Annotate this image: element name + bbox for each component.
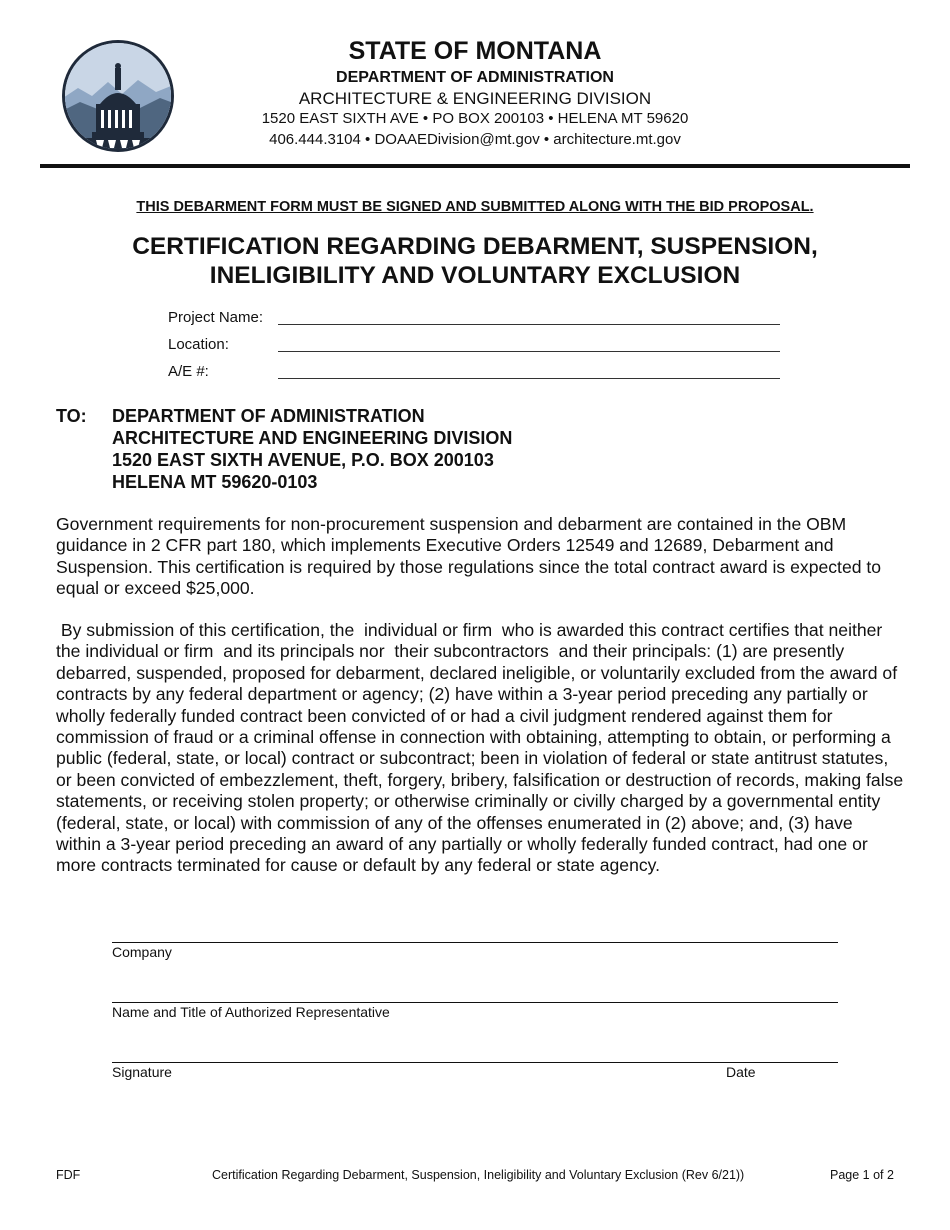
company-label: Company bbox=[112, 944, 172, 960]
header-address: 1520 EAST SIXTH AVE • PO BOX 200103 • HELENA MT 59620 bbox=[261, 110, 689, 127]
form-title bbox=[0, 232, 950, 290]
signature-field[interactable] bbox=[112, 1062, 838, 1063]
signature-label: Signature bbox=[112, 1064, 172, 1080]
footer-form-title: Certification Regarding Debarment, Suspension, Ineligibility and Voluntary Exclusion (Rev 6/21)) bbox=[212, 1168, 745, 1182]
header-department: DEPARTMENT OF ADMINISTRATION bbox=[336, 69, 614, 86]
header-contact: 406.444.3104 • DOAAEDivision@mt.gov • architecture.mt.gov bbox=[269, 131, 681, 148]
to-label: TO: bbox=[56, 406, 87, 426]
requirements-paragraph: Government requirements for non-procurement suspension and debarment are contained in the OBM guidance in 2 CFR part 180, which implements Executive Orders 12549 and 12689, Debarment and Suspension. This certification is required by those regulations since the total contract award is expected to equal or exceed $25,000. bbox=[56, 514, 882, 599]
company-field[interactable] bbox=[112, 942, 838, 943]
ae-number-label: A/E #: bbox=[168, 363, 209, 380]
header-state: STATE OF MONTANA bbox=[348, 37, 602, 65]
header-divider bbox=[40, 164, 910, 168]
form-title-line-1: CERTIFICATION REGARDING DEBARMENT, SUSPENSION, bbox=[132, 233, 818, 260]
footer-form-code: FDF bbox=[56, 1168, 81, 1182]
name-title-field[interactable] bbox=[112, 1002, 838, 1003]
submission-notice: THIS DEBARMENT FORM MUST BE SIGNED AND SUBMITTED ALONG WITH THE BID PROPOSAL. bbox=[136, 199, 814, 215]
location-label: Location: bbox=[168, 336, 229, 353]
certification-paragraph: By submission of this certification, the individual or firm who is awarded this contract certifies that neither the individual or firm and its principals nor their subcontractors and their principals: (1) are presently debarred, suspended, proposed for debarment, declared ineligible, or voluntarily excluded from the award of contracts by any federal department or agency; (2) have within a 3-year period preceding any partially or wholly federally funded contract been convicted of or had a civil judgment rendered against them for commission of fraud or a criminal offense in connection with obtaining, attempting to obtain, or performing a public (federal, state, or local) contract or subcontract; been in violation of federal or state antitrust statutes, or been convicted of embezzlement, theft, forgery, bribery, falsification or destruction of records, making false statements, or receiving stolen property; or otherwise criminally or civilly charged by a governmental entity (federal, state, or local) with commission of any of the offenses enumerated in (2) above; and, (3) have within a 3-year period preceding an award of any partially or wholly federally funded contract, had one or more contracts terminated for cause or default by any federal or state agency. bbox=[56, 620, 909, 876]
to-address-line: 1520 EAST SIXTH AVENUE, P.O. BOX 200103 bbox=[112, 450, 494, 470]
to-address-line: HELENA MT 59620-0103 bbox=[112, 472, 318, 492]
date-label: Date bbox=[726, 1064, 756, 1080]
to-address-line: ARCHITECTURE AND ENGINEERING DIVISION bbox=[112, 428, 513, 448]
name-title-label: Name and Title of Authorized Representative bbox=[112, 1004, 390, 1020]
footer-page-number: Page 1 of 2 bbox=[830, 1168, 894, 1182]
header-division: ARCHITECTURE & ENGINEERING DIVISION bbox=[298, 89, 652, 108]
location-field[interactable] bbox=[278, 351, 780, 352]
to-address-line: DEPARTMENT OF ADMINISTRATION bbox=[112, 406, 425, 426]
ae-number-field[interactable] bbox=[278, 378, 780, 379]
project-name-label: Project Name: bbox=[168, 309, 264, 326]
form-title-line-2: INELIGIBILITY AND VOLUNTARY EXCLUSION bbox=[209, 262, 741, 289]
project-name-field[interactable] bbox=[278, 324, 780, 325]
